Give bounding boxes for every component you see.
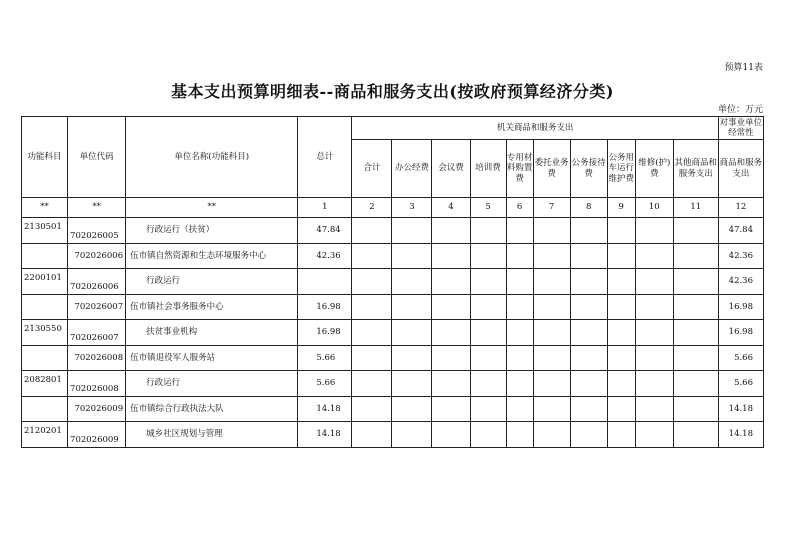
index-cell: 4: [432, 198, 470, 218]
unit-code-cell: 702026008: [68, 346, 126, 371]
total-cell: 42.36: [298, 244, 352, 269]
unit-code-cell: 702026006: [68, 269, 126, 295]
func-code-cell: [22, 397, 68, 422]
index-cell: **: [68, 198, 126, 218]
header-repair: 维修(护)费: [635, 140, 673, 198]
public-cell: 5.66: [718, 371, 763, 397]
func-code-cell: [22, 295, 68, 320]
table-row: [22, 422, 764, 448]
index-cell: **: [126, 198, 298, 218]
unit-code-cell: 702026006: [68, 244, 126, 269]
public-cell: 14.18: [718, 422, 763, 448]
total-cell: 16.98: [298, 295, 352, 320]
index-cell: 5: [470, 198, 506, 218]
header-office: 办公经费: [392, 140, 432, 198]
header-public: 商品和服务支出: [718, 140, 763, 198]
unit-name-cell: 伍市镇退役军人服务站: [126, 346, 298, 371]
header-unit-name: 单位名称(功能科目): [126, 117, 298, 198]
total-cell: 5.66: [298, 346, 352, 371]
header-entrusted: 委托业务费: [533, 140, 570, 198]
index-cell: 7: [533, 198, 570, 218]
public-cell: 42.36: [718, 269, 763, 295]
total-cell: [298, 269, 352, 295]
public-cell: 16.98: [718, 295, 763, 320]
index-cell: 1: [298, 198, 352, 218]
index-cell: 8: [570, 198, 607, 218]
unit-name-cell: 伍市镇综合行政执法大队: [126, 397, 298, 422]
unit-name-cell: 行政运行（扶贫）: [126, 218, 298, 244]
index-cell: 3: [392, 198, 432, 218]
table-row: [22, 295, 764, 320]
header-unit-code: 单位代码: [68, 117, 126, 198]
header-reception: 公务接待费: [570, 140, 607, 198]
public-cell: 42.36: [718, 244, 763, 269]
header-vehicle: 公务用车运行维护费: [607, 140, 635, 198]
total-cell: 14.18: [298, 397, 352, 422]
func-code-cell: 2120201: [22, 422, 68, 448]
index-row: [22, 198, 764, 218]
unit-name-cell: 城乡社区规划与管理: [126, 422, 298, 448]
index-cell: 9: [607, 198, 635, 218]
table-row: [22, 346, 764, 371]
unit-name-cell: 扶贫事业机构: [126, 320, 298, 346]
unit-code-cell: 702026009: [68, 397, 126, 422]
public-cell: 47.84: [718, 218, 763, 244]
header-public-group: 对事业单位经常性: [719, 117, 763, 138]
table-row: [22, 218, 764, 244]
unit-name-cell: 行政运行: [126, 269, 298, 295]
func-code-cell: 2130550: [22, 320, 68, 346]
table-row: [22, 320, 764, 346]
table-row: [22, 244, 764, 269]
public-cell: 14.18: [718, 397, 763, 422]
unit-name-cell: 伍市镇自然资源和生态环境服务中心: [126, 244, 298, 269]
func-code-cell: 2130501: [22, 218, 68, 244]
total-cell: 5.66: [298, 371, 352, 397]
header-goods-group: 机关商品和服务支出: [352, 117, 718, 140]
header-total: 总计: [298, 117, 352, 198]
table-row: [22, 269, 764, 295]
public-cell: 5.66: [718, 346, 763, 371]
unit-name-cell: 行政运行: [126, 371, 298, 397]
header-heji: 合计: [352, 140, 392, 198]
unit-name-cell: 伍市镇社会事务服务中心: [126, 295, 298, 320]
page-title: 基本支出预算明细表--商品和服务支出(按政府预算经济分类): [171, 82, 614, 101]
unit-code-cell: 702026007: [68, 320, 126, 346]
index-cell: 11: [673, 198, 718, 218]
header-func-code: 功能科目: [22, 117, 68, 198]
total-cell: 47.84: [298, 218, 352, 244]
unit-code-cell: 702026009: [68, 422, 126, 448]
table-row: [22, 371, 764, 397]
public-cell: 16.98: [718, 320, 763, 346]
budget-table: [21, 116, 764, 448]
header-material: 专用材料购置费: [506, 140, 533, 198]
table-number: 预算11表: [724, 63, 763, 73]
index-cell: 6: [506, 198, 533, 218]
func-code-cell: 2082801: [22, 371, 68, 397]
header-meeting: 会议费: [432, 140, 470, 198]
unit-code-cell: 702026005: [68, 218, 126, 244]
func-code-cell: [22, 244, 68, 269]
index-cell: 10: [635, 198, 673, 218]
index-cell: 12: [718, 198, 763, 218]
unit-code-cell: 702026008: [68, 371, 126, 397]
index-cell: **: [22, 198, 68, 218]
table-row: [22, 397, 764, 422]
func-code-cell: [22, 346, 68, 371]
unit-label: 单位：万元: [717, 105, 763, 115]
unit-code-cell: 702026007: [68, 295, 126, 320]
func-code-cell: 2200101: [22, 269, 68, 295]
header-other: 其他商品和服务支出: [673, 140, 718, 198]
index-cell: 2: [352, 198, 392, 218]
header-training: 培训费: [470, 140, 506, 198]
total-cell: 14.18: [298, 422, 352, 448]
total-cell: 16.98: [298, 320, 352, 346]
header-row-group: [22, 117, 764, 140]
